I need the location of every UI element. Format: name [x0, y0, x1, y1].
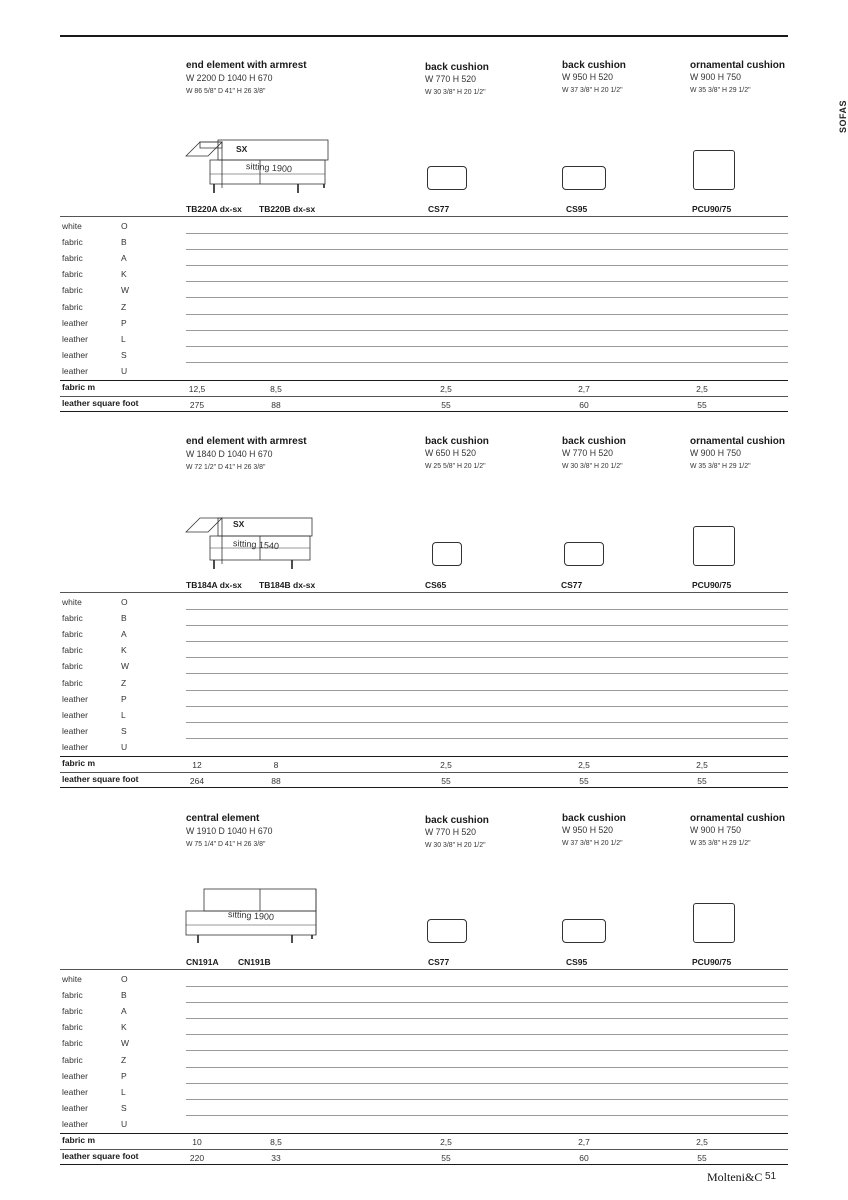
row-material: fabric — [62, 237, 83, 248]
row-material: white — [62, 221, 82, 231]
row-divider — [186, 1099, 788, 1100]
row-divider — [186, 362, 788, 363]
leather-value: 55 — [697, 1153, 707, 1163]
row-code: B — [121, 990, 127, 1001]
row-divider — [186, 1083, 788, 1084]
fabric-divider — [60, 380, 788, 381]
row-divider — [186, 1018, 788, 1019]
main-element-dimensions-inches: W 72 1/2" D 41" H 26 3/8" — [186, 462, 266, 471]
section-tab-label: SOFAS — [838, 100, 848, 134]
cushion-title: ornamental cushion — [690, 813, 786, 824]
row-code: P — [121, 1070, 127, 1081]
cushion-code: PCU90/75 — [692, 204, 732, 214]
row-code: K — [121, 645, 127, 656]
sitting-width-label: sitting 1540 — [232, 538, 280, 552]
section-bottom-rule — [60, 787, 788, 788]
leather-value: 60 — [579, 1153, 589, 1163]
cushion-code: CS77 — [428, 204, 450, 214]
product-code: CN191B — [238, 957, 271, 967]
row-code: L — [121, 1086, 126, 1097]
row-material: fabric — [62, 1038, 83, 1049]
cushion-code: CS95 — [566, 204, 588, 214]
row-code: U — [121, 365, 128, 376]
cushion-dimensions-inches: W 37 3/8" H 20 1/2" — [562, 838, 623, 847]
row-divider — [186, 265, 788, 266]
leather-divider — [60, 1149, 788, 1150]
cushion-dimensions: W 950 H 520 — [562, 72, 614, 83]
cushion-drawing — [693, 526, 735, 566]
row-material: fabric — [62, 613, 83, 624]
cushion-drawing — [693, 150, 735, 190]
cushion-dimensions: W 770 H 520 — [425, 74, 477, 85]
row-divider — [186, 1002, 788, 1003]
cushion-dimensions: W 900 H 750 — [690, 72, 742, 83]
cushion-dimensions-inches: W 37 3/8" H 20 1/2" — [562, 85, 623, 94]
section-bottom-rule — [60, 411, 788, 412]
cushion-code: CS65 — [425, 580, 447, 590]
cushion-dimensions: W 950 H 520 — [562, 825, 614, 836]
row-divider — [186, 706, 788, 707]
leather-value: 55 — [697, 776, 707, 786]
row-material: fabric — [62, 1054, 83, 1065]
fabric-value: 2,7 — [578, 384, 590, 394]
product-code: CN191A — [186, 957, 219, 967]
section-bottom-rule — [60, 1164, 788, 1165]
row-code: U — [121, 1118, 128, 1129]
row-material: white — [62, 974, 82, 984]
row-code: O — [121, 597, 128, 607]
row-code: W — [121, 1038, 130, 1049]
row-code: U — [121, 741, 128, 752]
leather-value: 220 — [189, 1153, 205, 1163]
leather-divider — [60, 396, 788, 397]
product-code: TB184A dx-sx — [186, 580, 242, 590]
cushion-dimensions-inches: W 35 3/8" H 29 1/2" — [690, 85, 751, 94]
row-material: leather — [62, 725, 88, 736]
row-divider — [186, 690, 788, 691]
row-code: S — [121, 1102, 127, 1113]
cushion-dimensions: W 900 H 750 — [690, 448, 742, 459]
leather-label: leather square foot — [62, 1151, 139, 1161]
row-material: fabric — [62, 990, 83, 1001]
row-divider — [186, 330, 788, 331]
leather-value: 33 — [271, 1153, 281, 1163]
cushion-dimensions: W 650 H 520 — [425, 448, 477, 459]
header-divider — [60, 216, 788, 217]
cushion-title: back cushion — [562, 436, 626, 447]
row-material: white — [62, 597, 82, 607]
row-material: fabric — [62, 629, 83, 640]
row-divider — [186, 609, 788, 610]
row-code: L — [121, 709, 126, 720]
leather-value: 55 — [441, 776, 451, 786]
cushion-dimensions: W 770 H 520 — [425, 827, 477, 838]
row-divider — [186, 1115, 788, 1116]
product-section — [0, 58, 848, 418]
row-code: A — [121, 253, 127, 264]
row-material: leather — [62, 741, 88, 752]
fabric-value: 10 — [192, 1137, 202, 1147]
cushion-dimensions-inches: W 30 3/8" H 20 1/2" — [425, 87, 486, 96]
leather-value: 55 — [441, 1153, 451, 1163]
fabric-divider — [60, 1133, 788, 1134]
cushion-code: PCU90/75 — [692, 580, 732, 590]
fabric-value: 2,5 — [440, 384, 452, 394]
product-section — [0, 434, 848, 794]
cushion-title: back cushion — [425, 436, 489, 447]
leather-value: 88 — [271, 776, 281, 786]
product-section — [0, 811, 848, 1171]
leather-value: 55 — [441, 400, 451, 410]
main-element-title: end element with armrest — [186, 436, 307, 447]
fabric-label: fabric m — [62, 382, 96, 392]
product-code: TB184B dx-sx — [259, 580, 316, 590]
row-material: leather — [62, 365, 88, 376]
row-code: W — [121, 285, 130, 296]
row-material: leather — [62, 693, 88, 704]
row-code: B — [121, 613, 127, 624]
cushion-drawing — [427, 166, 467, 190]
cushion-title: back cushion — [562, 60, 626, 71]
cushion-dimensions-inches: W 25 5/8" H 20 1/2" — [425, 461, 486, 470]
product-code: TB220A dx-sx — [186, 204, 242, 214]
row-code: B — [121, 237, 127, 248]
row-divider — [186, 986, 788, 987]
product-code: TB220B dx-sx — [259, 204, 316, 214]
main-element-dimensions: W 1910 D 1040 H 670 — [186, 826, 273, 837]
leather-value: 55 — [579, 776, 589, 786]
cushion-dimensions: W 900 H 750 — [690, 825, 742, 836]
main-element-dimensions: W 1840 D 1040 H 670 — [186, 449, 273, 460]
row-divider — [186, 1067, 788, 1068]
row-code: Z — [121, 677, 127, 688]
cushion-title: back cushion — [425, 815, 489, 826]
cushion-dimensions-inches: W 30 3/8" H 20 1/2" — [562, 461, 623, 470]
row-divider — [186, 1050, 788, 1051]
cushion-dimensions-inches: W 35 3/8" H 29 1/2" — [690, 461, 751, 470]
cushion-drawing — [432, 542, 462, 566]
brand-logo: Molteni&C — [707, 1170, 763, 1184]
row-divider — [186, 722, 788, 723]
row-divider — [186, 346, 788, 347]
row-material: fabric — [62, 285, 83, 296]
row-material: leather — [62, 333, 88, 344]
cushion-code: CS77 — [428, 957, 450, 967]
cushion-title: ornamental cushion — [690, 436, 786, 447]
fabric-value: 8,5 — [270, 384, 282, 394]
cushion-dimensions-inches: W 30 3/8" H 20 1/2" — [425, 840, 486, 849]
armrest-side-label: SX — [236, 144, 248, 154]
header-divider — [60, 592, 788, 593]
leather-value: 264 — [189, 776, 205, 786]
armrest-side-label: SX — [233, 519, 245, 529]
row-code: Z — [121, 301, 127, 312]
fabric-label: fabric m — [62, 758, 96, 768]
row-material: fabric — [62, 253, 83, 264]
fabric-value: 12,5 — [188, 384, 206, 394]
sitting-width-label: sitting 1900 — [245, 161, 293, 175]
row-code: S — [121, 349, 127, 360]
cushion-code: CS77 — [561, 580, 583, 590]
main-element-dimensions: W 2200 D 1040 H 670 — [186, 73, 273, 84]
cushion-title: back cushion — [425, 62, 489, 73]
row-material: leather — [62, 1118, 88, 1129]
row-divider — [186, 657, 788, 658]
page-number: 51 — [765, 1171, 777, 1182]
row-material: fabric — [62, 645, 83, 656]
row-code: A — [121, 1006, 127, 1017]
row-material: fabric — [62, 269, 83, 280]
cushion-drawing — [427, 919, 467, 943]
cushion-code: PCU90/75 — [692, 957, 732, 967]
row-code: L — [121, 333, 126, 344]
fabric-value: 2,5 — [696, 384, 708, 394]
row-material: fabric — [62, 1006, 83, 1017]
row-code: K — [121, 269, 127, 280]
row-code: P — [121, 693, 127, 704]
row-divider — [186, 641, 788, 642]
row-code: O — [121, 221, 128, 231]
cushion-code: CS95 — [566, 957, 588, 967]
cushion-dimensions: W 770 H 520 — [562, 448, 614, 459]
leather-label: leather square foot — [62, 398, 139, 408]
row-divider — [186, 673, 788, 674]
main-element-title: end element with armrest — [186, 60, 307, 71]
header-divider — [60, 969, 788, 970]
row-divider — [186, 297, 788, 298]
row-material: fabric — [62, 301, 83, 312]
row-code: A — [121, 629, 127, 640]
main-element-dimensions-inches: W 75 1/4" D 41" H 26 3/8" — [186, 839, 266, 848]
fabric-label: fabric m — [62, 1135, 96, 1145]
row-material: leather — [62, 1086, 88, 1097]
leather-divider — [60, 772, 788, 773]
row-code: Z — [121, 1054, 127, 1065]
fabric-value: 2,7 — [578, 1137, 590, 1147]
top-rule — [60, 35, 788, 37]
main-element-title: central element — [186, 813, 260, 824]
cushion-drawing — [693, 903, 735, 943]
main-element-dimensions-inches: W 86 5/8" D 41" H 26 3/8" — [186, 86, 266, 95]
cushion-title: back cushion — [562, 813, 626, 824]
row-code: S — [121, 725, 127, 736]
leather-value: 88 — [271, 400, 281, 410]
row-divider — [186, 281, 788, 282]
fabric-value: 2,5 — [440, 760, 452, 770]
row-divider — [186, 738, 788, 739]
sitting-width-label: sitting 1900 — [227, 909, 275, 923]
fabric-divider — [60, 756, 788, 757]
row-divider — [186, 249, 788, 250]
row-divider — [186, 1034, 788, 1035]
cushion-title: ornamental cushion — [690, 60, 786, 71]
row-material: leather — [62, 317, 88, 328]
row-code: W — [121, 661, 130, 672]
row-material: fabric — [62, 661, 83, 672]
row-divider — [186, 314, 788, 315]
fabric-value: 2,5 — [696, 760, 708, 770]
row-material: leather — [62, 1070, 88, 1081]
row-material: leather — [62, 1102, 88, 1113]
row-code: O — [121, 974, 128, 984]
row-material: leather — [62, 349, 88, 360]
cushion-drawing — [564, 542, 604, 566]
leather-value: 55 — [697, 400, 707, 410]
fabric-value: 2,5 — [696, 1137, 708, 1147]
cushion-dimensions-inches: W 35 3/8" H 29 1/2" — [690, 838, 751, 847]
fabric-value: 12 — [192, 760, 202, 770]
row-divider — [186, 233, 788, 234]
row-code: K — [121, 1022, 127, 1033]
leather-label: leather square foot — [62, 774, 139, 784]
row-material: fabric — [62, 677, 83, 688]
row-divider — [186, 625, 788, 626]
leather-value: 60 — [579, 400, 589, 410]
row-material: fabric — [62, 1022, 83, 1033]
fabric-value: 8,5 — [270, 1137, 282, 1147]
fabric-value: 2,5 — [578, 760, 590, 770]
row-code: P — [121, 317, 127, 328]
cushion-drawing — [562, 166, 606, 190]
fabric-value: 8 — [273, 760, 279, 770]
row-material: leather — [62, 709, 88, 720]
fabric-value: 2,5 — [440, 1137, 452, 1147]
cushion-drawing — [562, 919, 606, 943]
leather-value: 275 — [189, 400, 205, 410]
